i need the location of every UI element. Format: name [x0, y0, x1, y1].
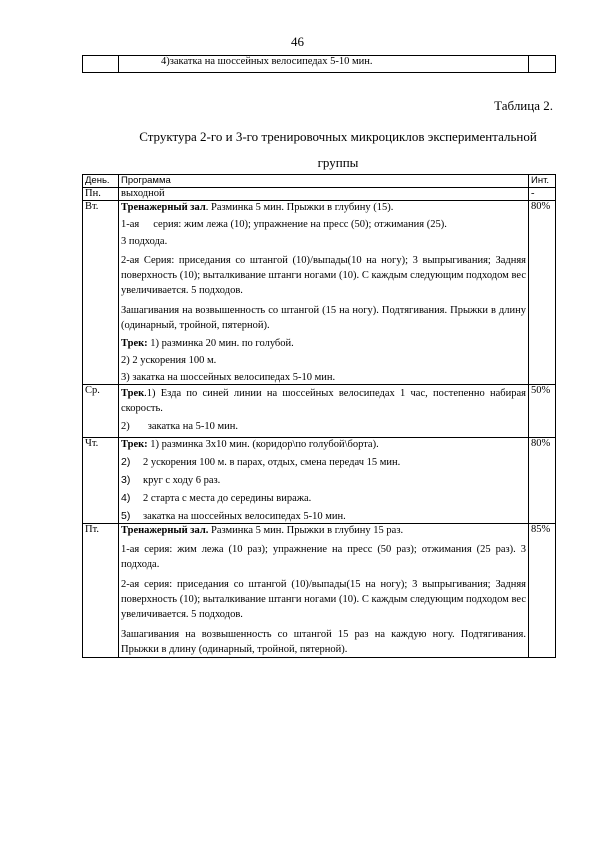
- gym-heading: Тренажерный зал.: [121, 525, 209, 536]
- track-line-2: 2) 2 ускорения 100 м.: [121, 355, 217, 366]
- table-row-fri: [83, 524, 556, 658]
- list-text: закатка на шоссейных велосипедах 5-10 мин.: [143, 511, 346, 522]
- program-cell: [119, 524, 529, 658]
- gym-text: . Разминка 5 мин. Прыжки в глубину (15).: [205, 202, 394, 213]
- list-number: 2): [121, 421, 130, 432]
- page-number: 46: [291, 34, 304, 49]
- list-number: 5): [121, 510, 131, 522]
- day-cell: [83, 56, 119, 73]
- training-structure-table: [82, 174, 556, 658]
- list-text: закатка на 5-10 мин.: [147, 421, 238, 432]
- intensity-cell: -: [529, 188, 556, 201]
- track-text: .1) Езда по синей линии на шоссейных велосипедах 1 час, постепенно набирая скорость.: [121, 388, 526, 414]
- table-row-mon: [83, 188, 556, 201]
- list-text: 2 ускорения 100 м. в парах, отдых, смена передач 15 мин.: [143, 457, 401, 468]
- intensity-cell: [529, 56, 556, 73]
- list-number: 4): [121, 492, 131, 504]
- intensity-cell: 50%: [529, 385, 556, 438]
- program-cell: [119, 56, 529, 73]
- header-day: День.: [83, 175, 119, 188]
- header-intensity: Инт.: [529, 175, 556, 188]
- continued-table: [82, 55, 556, 73]
- day-cell: Вт.: [83, 201, 119, 385]
- table-row: [83, 56, 556, 73]
- intensity-cell: 80%: [529, 438, 556, 524]
- program-cell: [119, 201, 529, 385]
- track-line-3: 3) закатка на шоссейных велосипедах 5-10 мин.: [121, 372, 336, 383]
- day-cell: Пт.: [83, 524, 119, 658]
- gym-text: Разминка 5 мин. Прыжки в глубину 15 раз.: [208, 525, 404, 536]
- series-2-text: 2-ая серия: приседания со штангой (10)/выпады(15 на ногу); 3 выпрыгивания; Задняя поверхность (10); выталкивание штанги ногами (10). С каждым следующим подходом вес увеличивается. 5 подходов.: [121, 579, 526, 620]
- table-caption-label: Таблица 2.: [494, 98, 553, 113]
- series-2-text: 2-ая Серия: приседания со штангой (10)/выпады(10 на ногу); 3 выпрыгивания; Задняя поверхность (10); выталкивание штанги ногами (10). С каждым следующим подходом вес увеличивается. 5 подходов.: [121, 255, 526, 296]
- day-cell: Пн.: [83, 188, 119, 201]
- track-text: 1) разминка 3х10 мин. (коридор\по голубой\борта).: [147, 439, 379, 450]
- intensity-cell: 85%: [529, 524, 556, 658]
- day-cell: Ср.: [83, 385, 119, 438]
- track-heading: Трек: [121, 388, 145, 399]
- series-label: 1-ая: [121, 219, 140, 230]
- table-caption-title: Структура 2-го и 3-го тренировочных микроциклов экспериментальной группы: [139, 129, 537, 170]
- program-text: закатка на шоссейных велосипедах 5-10 мин.: [169, 56, 373, 67]
- table-row-wed: [83, 385, 556, 438]
- table-row-tue: [83, 201, 556, 385]
- day-cell: Чт.: [83, 438, 119, 524]
- track-text: 1) разминка 20 мин. по голубой.: [147, 338, 294, 349]
- track-heading: Трек:: [121, 338, 148, 349]
- list-number: 3): [121, 474, 131, 486]
- table-row-thu: [83, 438, 556, 524]
- track-heading: Трек:: [121, 439, 148, 450]
- list-text: 2 старта с места до середины виража.: [143, 493, 312, 504]
- steps-text: Зашагивания на возвышенность со штангой 15 раз на каждую ногу. Подтягивания. Прыжки в длину (одинарный, тройной, пятерной).: [121, 629, 526, 655]
- series-text: 1-ая серия: жим лежа (10 раз); упражнение на пресс (50 раз); отжимания (25 раз). 3 подхода.: [121, 544, 526, 570]
- program-cell: выходной: [119, 188, 529, 201]
- gym-heading: Тренажерный зал: [121, 202, 206, 213]
- list-number: 2): [121, 456, 131, 468]
- list-number: 4): [161, 56, 170, 67]
- program-cell: [119, 438, 529, 524]
- header-program: Программа: [119, 175, 529, 188]
- table-header-row: [83, 175, 556, 188]
- approaches-text: 3 подхода.: [121, 236, 168, 247]
- list-text: круг с ходу 6 раз.: [143, 475, 221, 486]
- steps-text: Зашагивания на возвышенность со штангой (15 на ногу). Подтягивания. Прыжки в длину (одинарный, тройной, пятерной).: [121, 305, 526, 331]
- intensity-cell: 80%: [529, 201, 556, 385]
- program-cell: [119, 385, 529, 438]
- series-text: серия: жим лежа (10); упражнение на пресс (50); отжимания (25).: [153, 219, 447, 230]
